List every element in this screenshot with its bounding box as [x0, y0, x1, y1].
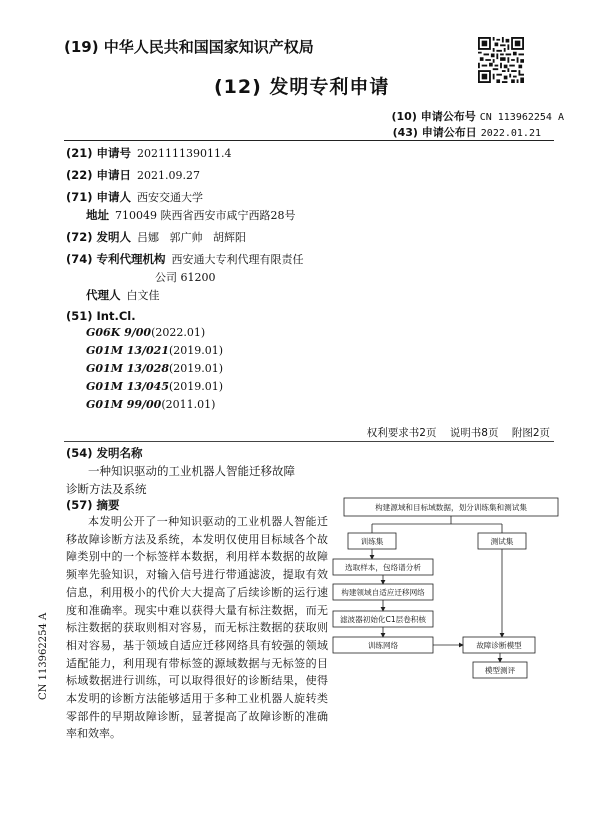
flow-text-eval: 模型测评	[484, 666, 516, 675]
invention-title-line1: 一种知识驱动的工业机器人智能迁移故障	[88, 464, 295, 478]
publication-number-value: CN 113962254 A	[479, 112, 564, 123]
ipc-code: G06K 9/00	[86, 326, 152, 339]
publication-date-label: (43) 申请公布日	[392, 126, 477, 139]
ipc-year: (2019.01)	[169, 344, 224, 357]
ipc-code: G01M 13/028	[86, 362, 169, 375]
ipc-entry	[86, 398, 215, 411]
abstract-label-text: (57) 摘要	[66, 498, 120, 512]
application-number-label: (21) 申请号	[66, 146, 132, 160]
page-counts: 权利要求书2页 说明书8页 附图2页	[366, 427, 550, 439]
publication-number	[392, 108, 565, 124]
patent-agency	[66, 251, 304, 267]
flow-text-top: 构建源域和目标域数据，划分训练集和测试集	[375, 503, 527, 512]
section-divider	[64, 441, 554, 442]
agent-label: 代理人	[86, 288, 121, 302]
ipc-year: (2022.01)	[151, 326, 206, 339]
ipc-code: G01M 99/00	[86, 398, 162, 411]
agent-value: 白文佳	[126, 289, 160, 302]
flow-text-train: 训练集	[360, 537, 384, 546]
ipc-entry	[86, 344, 223, 357]
abstract-paragraph: 本发明公开了一种知识驱动的工业机器人智能迁移故障诊断方法及系统，本发明仅使用目标域各个故障类别中的一个标签样本数据，利用样本数据的故障频率先验知识，对输入信号进行带通滤波，提取有效信息，利用极小的代价大大提高了后续诊断的运行速度和准确率。现实中难以获得大量有标注数据，而无标注数据的获取则相对容易，而无标注数据的获取则相对容易，基于领域自适应迁移网络具有较强的领域适配能力，利用现有带标签的源域数据与无标签的目标域数据进行训练，可以取得很好的诊断结果，使得本发明的诊断方法能够适用于多种工业机器人旋转类零部件的早期故障诊断，显著提高了故障诊断的准确率和效率。	[66, 515, 328, 741]
publication-number-label: (10) 申请公布号	[391, 110, 476, 123]
ipc-code: G01M 13/045	[86, 380, 169, 393]
flow-text-step2: 构建领域自适应迁移网络	[341, 588, 425, 597]
ipc-entry	[86, 326, 205, 339]
ipc-code: G01M 13/021	[86, 344, 169, 357]
flow-text-test: 测试集	[490, 537, 514, 546]
filing-date-label: (22) 申请日	[66, 168, 132, 182]
publication-date	[393, 124, 541, 140]
flow-text-step1: 选取样本，包络谱分析	[345, 563, 421, 572]
flow-text-model: 故障诊断模型	[476, 641, 522, 650]
flow-text-step4: 训练网络	[367, 641, 399, 650]
applicant-value: 西安交通大学	[137, 191, 204, 204]
agency-value-line2: 公司 61200	[155, 271, 216, 284]
flow-connector	[372, 516, 502, 533]
title-label-text: (54) 发明名称	[66, 446, 143, 460]
flowchart	[330, 495, 570, 690]
agency-value-line1: 西安通大专利代理有限责任	[171, 253, 304, 266]
publication-date-value: 2022.01.21	[480, 128, 541, 139]
title-label	[66, 445, 143, 461]
ipc-heading	[66, 309, 136, 323]
qr-code	[478, 37, 524, 83]
header-divider	[64, 140, 554, 141]
abstract-text	[66, 513, 328, 743]
inventors-label: (72) 发明人	[66, 230, 132, 244]
address-value: 710049 陕西省西安市咸宁西路28号	[115, 209, 296, 222]
ipc-entry	[86, 380, 223, 393]
filing-date-value: 2021.09.27	[137, 169, 201, 182]
ipc-year: (2019.01)	[169, 380, 224, 393]
applicant	[66, 189, 203, 205]
ipc-entry	[86, 362, 223, 375]
applicant-label: (71) 申请人	[66, 190, 132, 204]
ipc-year: (2019.01)	[169, 362, 224, 375]
invention-title-line2: 诊断方法及系统	[66, 482, 147, 496]
sidebar-publication-number: CN 113962254 A	[38, 612, 49, 700]
agent	[86, 287, 160, 303]
address-label: 地址	[86, 208, 109, 222]
ipc-year: (2011.01)	[161, 398, 216, 411]
patent-agency-line2	[155, 269, 216, 285]
document-type: (12) 发明专利申请	[214, 76, 390, 98]
inventors	[66, 229, 246, 245]
office-name: (19) 中华人民共和国国家知识产权局	[64, 38, 314, 56]
application-number-value: 202111139011.4	[137, 147, 232, 160]
filing-date	[66, 167, 200, 183]
inventors-value: 吕娜 郭广帅 胡辉阳	[137, 231, 247, 244]
address	[86, 207, 295, 223]
abstract-label	[66, 497, 120, 513]
application-number	[66, 145, 232, 161]
agency-label: (74) 专利代理机构	[66, 252, 166, 266]
ipc-label: (51) Int.Cl.	[66, 309, 136, 323]
flow-text-step3: 滤波器初始化C1层卷积核	[339, 615, 427, 624]
